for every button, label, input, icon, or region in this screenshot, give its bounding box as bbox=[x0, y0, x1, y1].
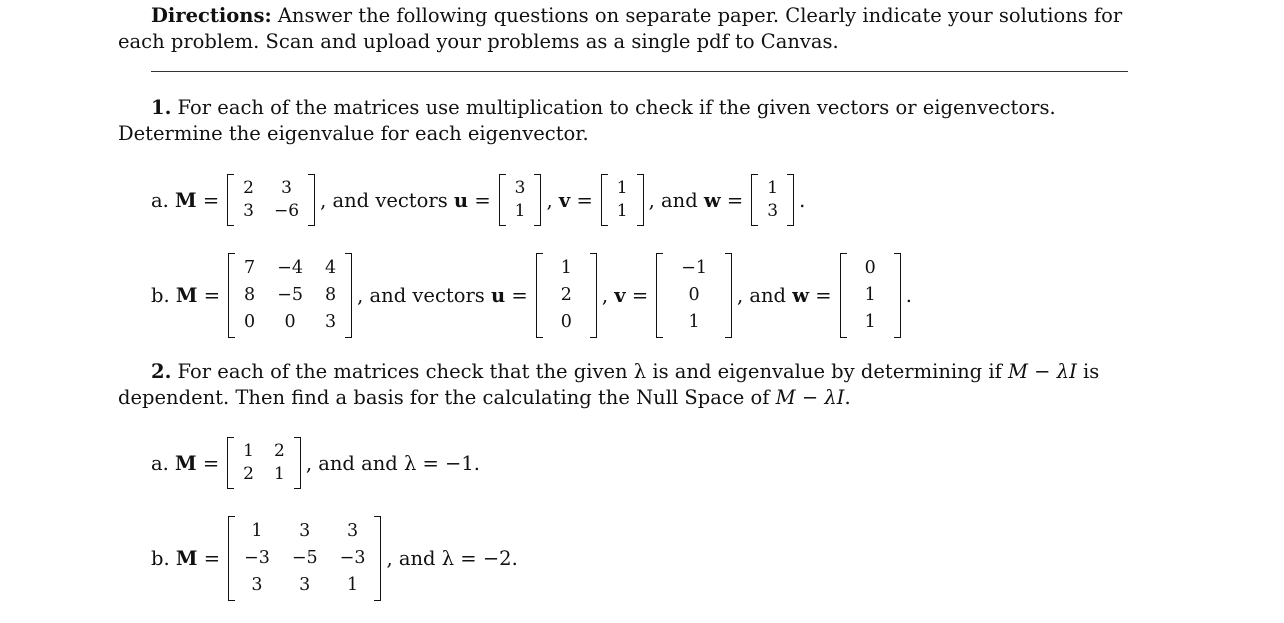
matrix-entry: 2 bbox=[243, 178, 254, 198]
matrix-entry: 3 bbox=[324, 311, 337, 332]
matrix-1a-M bbox=[227, 174, 315, 226]
matrix-entry: −4 bbox=[277, 257, 303, 278]
question-1-text: 1. For each of the matrices use multiplication to check if the given vectors or eigenvectors. Determine the eigenvalue for each eigenvector. bbox=[118, 96, 1056, 145]
directions-label: Directions: bbox=[151, 4, 272, 27]
matrix-entry: 1 bbox=[243, 441, 254, 461]
vector-1a-v bbox=[601, 174, 644, 226]
matrix-entry: 0 bbox=[688, 284, 700, 305]
directions-text: Answer the following questions on separate paper. Clearly indicate your solutions for each problem. Scan and upload your problems as a single pdf to Canvas. bbox=[118, 4, 1123, 53]
matrix-entry: −3 bbox=[244, 547, 270, 568]
matrix-entry: 3 bbox=[299, 574, 311, 595]
vector-1b-u bbox=[536, 253, 597, 338]
question-2-number: 2. bbox=[151, 360, 172, 383]
matrix-entry: 2 bbox=[243, 464, 254, 484]
question-1b: b. M = 7 −4 4 8 −5 8 0 0 3 , and vectors u = 1 2 0 , v = −1 0 1 , and w = 0 1 1 . bbox=[151, 253, 912, 337]
matrix-entry: 3 bbox=[767, 201, 779, 221]
matrix-entry: −1 bbox=[681, 257, 707, 278]
matrix-entry: 1 bbox=[688, 311, 700, 332]
matrix-entry: 3 bbox=[346, 520, 359, 541]
question-2-text: 2. For each of the matrices check that the given λ is and eigenvalue by determining if M − λI is dependent. Then find a basis for the calculating the Null Space of M − λI. bbox=[118, 360, 1100, 409]
matrix-entry: 2 bbox=[274, 441, 285, 461]
matrix-entry: 8 bbox=[244, 284, 256, 305]
question-2a: a. M = 1 2 2 1 , and and λ = −1. bbox=[151, 435, 480, 491]
matrix-entry: −5 bbox=[291, 547, 318, 568]
matrix-entry: 0 bbox=[284, 311, 296, 332]
question-1a: a. M = 2 3 3 −6 , and vectors u = 3 1 , v = 1 1 , and w = 1 3 . bbox=[151, 172, 805, 228]
matrix-entry: 3 bbox=[299, 520, 311, 541]
matrix-entry: 8 bbox=[324, 284, 337, 305]
matrix-entry: 1 bbox=[864, 311, 876, 332]
matrix-entry: 1 bbox=[616, 178, 628, 198]
matrix-entry: 7 bbox=[244, 257, 256, 278]
matrix-entry: 1 bbox=[864, 284, 876, 305]
matrix-entry: 3 bbox=[243, 201, 254, 221]
matrix-entry: 1 bbox=[274, 464, 285, 484]
matrix-1a-M-entries bbox=[234, 174, 308, 226]
matrix-1b-M bbox=[228, 253, 352, 338]
question-2b: b. M = 1 3 3 −3 −5 −3 3 3 1 , and λ = −2. bbox=[151, 516, 518, 600]
matrix-entry: −3 bbox=[339, 547, 366, 568]
matrix-entry: 0 bbox=[560, 311, 572, 332]
vector-1b-w bbox=[840, 253, 901, 338]
matrix-entry: 3 bbox=[251, 574, 263, 595]
matrix-entry: −5 bbox=[277, 284, 303, 305]
directions-paragraph bbox=[118, 3, 1128, 55]
matrix-entry: 1 bbox=[251, 520, 263, 541]
matrix-entry: −6 bbox=[274, 201, 300, 221]
matrix-entry: 1 bbox=[560, 257, 572, 278]
matrix-entry: 2 bbox=[560, 284, 572, 305]
matrix-2a-M bbox=[227, 437, 301, 489]
vector-1b-v bbox=[656, 253, 732, 338]
matrix-entry: 0 bbox=[244, 311, 256, 332]
matrix-entry: 4 bbox=[324, 257, 337, 278]
matrix-entry: 3 bbox=[281, 178, 292, 198]
section-divider bbox=[151, 71, 1128, 72]
matrix-entry: 0 bbox=[864, 257, 876, 278]
vector-1a-u bbox=[499, 174, 542, 226]
matrix-2b-M bbox=[228, 516, 381, 601]
question-1-number: 1. bbox=[151, 96, 172, 119]
matrix-entry: 1 bbox=[514, 201, 526, 221]
matrix-entry: 1 bbox=[616, 201, 628, 221]
matrix-entry: 1 bbox=[346, 574, 359, 595]
vector-1a-w bbox=[751, 174, 794, 226]
matrix-entry: 1 bbox=[767, 178, 779, 198]
matrix-entry: 3 bbox=[514, 178, 526, 198]
